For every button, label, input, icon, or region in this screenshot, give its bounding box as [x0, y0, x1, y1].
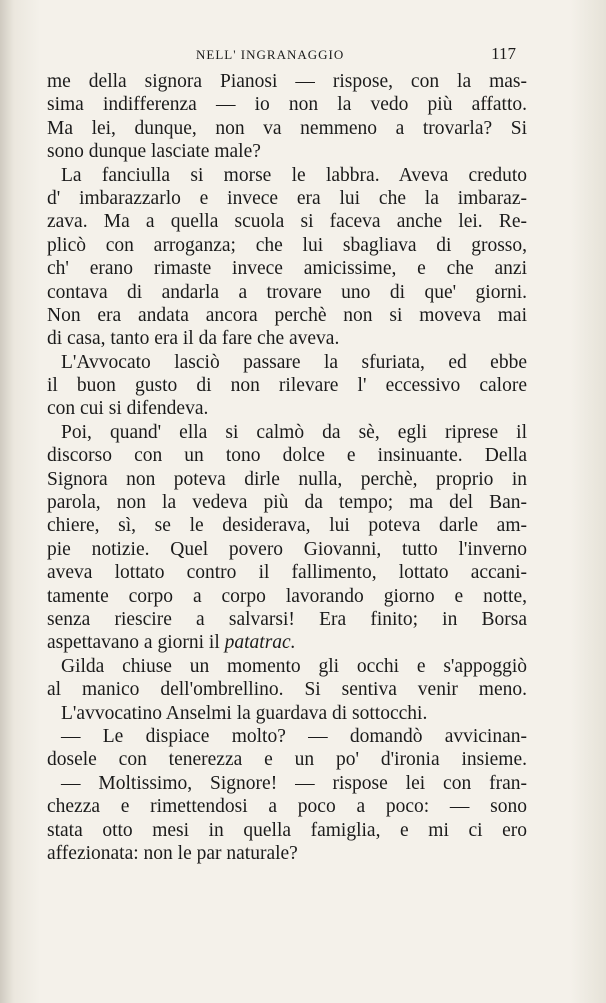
text-line: La fanciulla si morse le labbra. Aveva creduto [61, 164, 527, 186]
running-title: NELL' INGRANAGGIO [196, 47, 345, 62]
text-line: senza riescire a salvarsi! Era finito; in Borsa [47, 608, 527, 630]
text-line: aveva lottato contro il fallimento, lottato accani- [47, 562, 527, 584]
text-line: Gilda chiuse un momento gli occhi e s'appoggiò [61, 655, 527, 677]
text-line: al manico dell'ombrellino. Si sentiva venir meno. [47, 679, 527, 701]
text-line: Poi, quand' ella si calmò da sè, egli riprese il [61, 421, 527, 443]
text-line: sono dunque lasciate male? [47, 141, 261, 163]
text-line-with-italic [47, 631, 527, 654]
text-line: il buon gusto di non rilevare l' eccessivo calore [47, 375, 527, 397]
text-line: Ma lei, dunque, non va nemmeno a trovarla? Si [47, 117, 527, 139]
text-line: tamente corpo a corpo lavorando giorno e notte, [47, 585, 527, 607]
text-line: L'avvocatino Anselmi la guardava di sottocchi. [61, 702, 428, 724]
text-line: parola, non la vedeva più da tempo; ma del Ban- [47, 492, 527, 514]
text-line: contava di andarla a trovare uno di que' giorni. [47, 281, 527, 303]
text-segment: aspettavano a giorni il [47, 632, 220, 654]
text-line: ch' erano rimaste invece amicissime, e che anzi [47, 258, 527, 280]
text-line: di casa, tanto era il da fare che aveva. [47, 328, 340, 350]
text-line: plicò con arroganza; che lui sbagliava di grosso, [47, 234, 527, 256]
text-line: dosele con tenerezza e un po' d'ironia insieme. [47, 749, 527, 771]
text-line: L'Avvocato lasciò passare la sfuriata, ed ebbe [61, 351, 527, 373]
text-line: d' imbarazzarlo e invece era lui che la imbaraz- [47, 187, 527, 209]
italic-word: patatrac. [224, 632, 296, 654]
text-line: zava. Ma a quella scuola si faceva anche lei. Re- [47, 211, 527, 233]
text-line: Non era andata ancora perchè non si moveva mai [47, 304, 527, 326]
text-line: Signora non poteva dirle nulla, perchè, proprio in [47, 468, 527, 490]
text-line: chiere, sì, se le desiderava, lui poteva darle am- [47, 515, 527, 537]
body-text [47, 70, 527, 865]
text-line: — Moltissimo, Signore! — rispose lei con fran- [61, 772, 527, 794]
text-line: pie notizie. Quel povero Giovanni, tutto l'inverno [47, 538, 527, 560]
text-line: sima indifferenza — io non la vedo più affatto. [47, 94, 527, 116]
text-line: stata otto mesi in quella famiglia, e mi ci ero [47, 819, 527, 841]
text-line: — Le dispiace molto? — domandò avvicinan- [61, 725, 527, 747]
page-number: 117 [491, 44, 516, 63]
text-line: me della signora Pianosi — rispose, con la mas- [47, 71, 527, 92]
page-header [196, 44, 516, 67]
text-line: discorso con un tono dolce e insinuante. Della [47, 445, 527, 467]
text-line: con cui si difendeva. [47, 398, 209, 420]
text-line: chezza e rimettendosi a poco a poco: — sono [47, 796, 527, 818]
text-line: affezionata: non le par naturale? [47, 842, 298, 864]
